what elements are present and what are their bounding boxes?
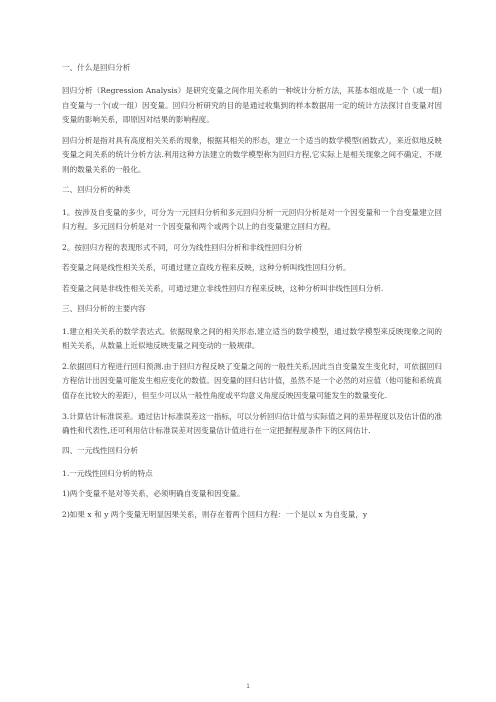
paragraph-features-title: 1.一元线性回归分析的特点 [62,468,153,478]
paragraph-nonlinear: 若变量之间是非线性相关关系，可通过建立非线性回归方程来反映，这种分析叫非线性回归分析. [62,283,384,293]
paragraph-content-3: 3.计算估计标准误差。通过估计标准误差这一指标，可以分析回归估计值与实际值之间的差异程度以及估计值的准确性和代表性,还可利用估计标准误差对因变量估计值进行在一定把握程度条件下的区间估计. [62,411,442,436]
paragraph-feature-2: 2)如果 x 和 y 两个变量无明显因果关系，则存在着两个回归方程：一个是以 x 为自变量，y [62,509,368,519]
section-heading-3: 三、回归分析的主要内容 [62,303,146,313]
paragraph-feature-1: 1)两个变量不是对等关系，必须明确自变量和因变量。 [62,489,245,499]
paragraph-content-2: 2.依据回归方程进行回归预测.由于回归方程反映了变量之间的一般性关系,因此当自变量发生变化时，可依据回归方程估计出因变量可能发生相应变化的数值。因变量的回归估计值，虽然不是一个必然的对应值（他可能和系统真值存在比较大的差距），但至少可以从一般性角度或平均意义角度反映因变量可能发生的数量变化. [62,361,442,400]
paragraph-type-2: 2。按回归方程的表现形式不同，可分为线性回归分析和非线性回归分析 [62,242,303,252]
section-heading-4: 四、一元线性回归分析 [62,445,138,455]
paragraph-type-1: 1。按涉及自变量的多少，可分为一元回归分析和多元回归分析一元回归分析是对一个因变量和一个自变量建立回归方程。多元回归分析是对一个因变量和两个或两个以上的自变量建立回归方程。 [62,207,442,232]
paragraph-explanation: 回归分析是指对具有高度相关关系的现象，根据其相关的形态，建立一个适当的数学模型(函数式），来近似地反映变量之间关系的统计分析方法.利用这种方法建立的数学模型称为回归方程,它实际上是相关现象之间不确定、不规则的数量关系的一般化。 [62,135,442,174]
paragraph-linear: 若变量之间是线性相关关系，可通过建立直线方程来反映，这种分析叫线性回归分析。 [62,263,351,273]
paragraph-content-1: 1.建立相关关系的数学表达式。依据现象之间的相关形态,建立适当的数学模型，通过数学模型来反映现象之间的相关关系，从数量上近似地反映变量之间变动的一般规律。 [62,326,442,351]
section-heading-1: 一、什么是回归分析 [62,63,131,72]
paragraph-definition: 回归分析（Regression Analysis）是研究变量之间作用关系的一种统计分析方法，其基本组成是一个（或一组)自变量与一个(或一组）因变量。回归分析研究的目的是通过收集到的样本数据用一定的统计方法探讨自变量对因变量的影响关系，即原因对结果的影响程度。 [62,86,442,125]
page-number: 1 [246,684,250,690]
section-heading-2: 二、回归分析的种类 [62,184,131,194]
